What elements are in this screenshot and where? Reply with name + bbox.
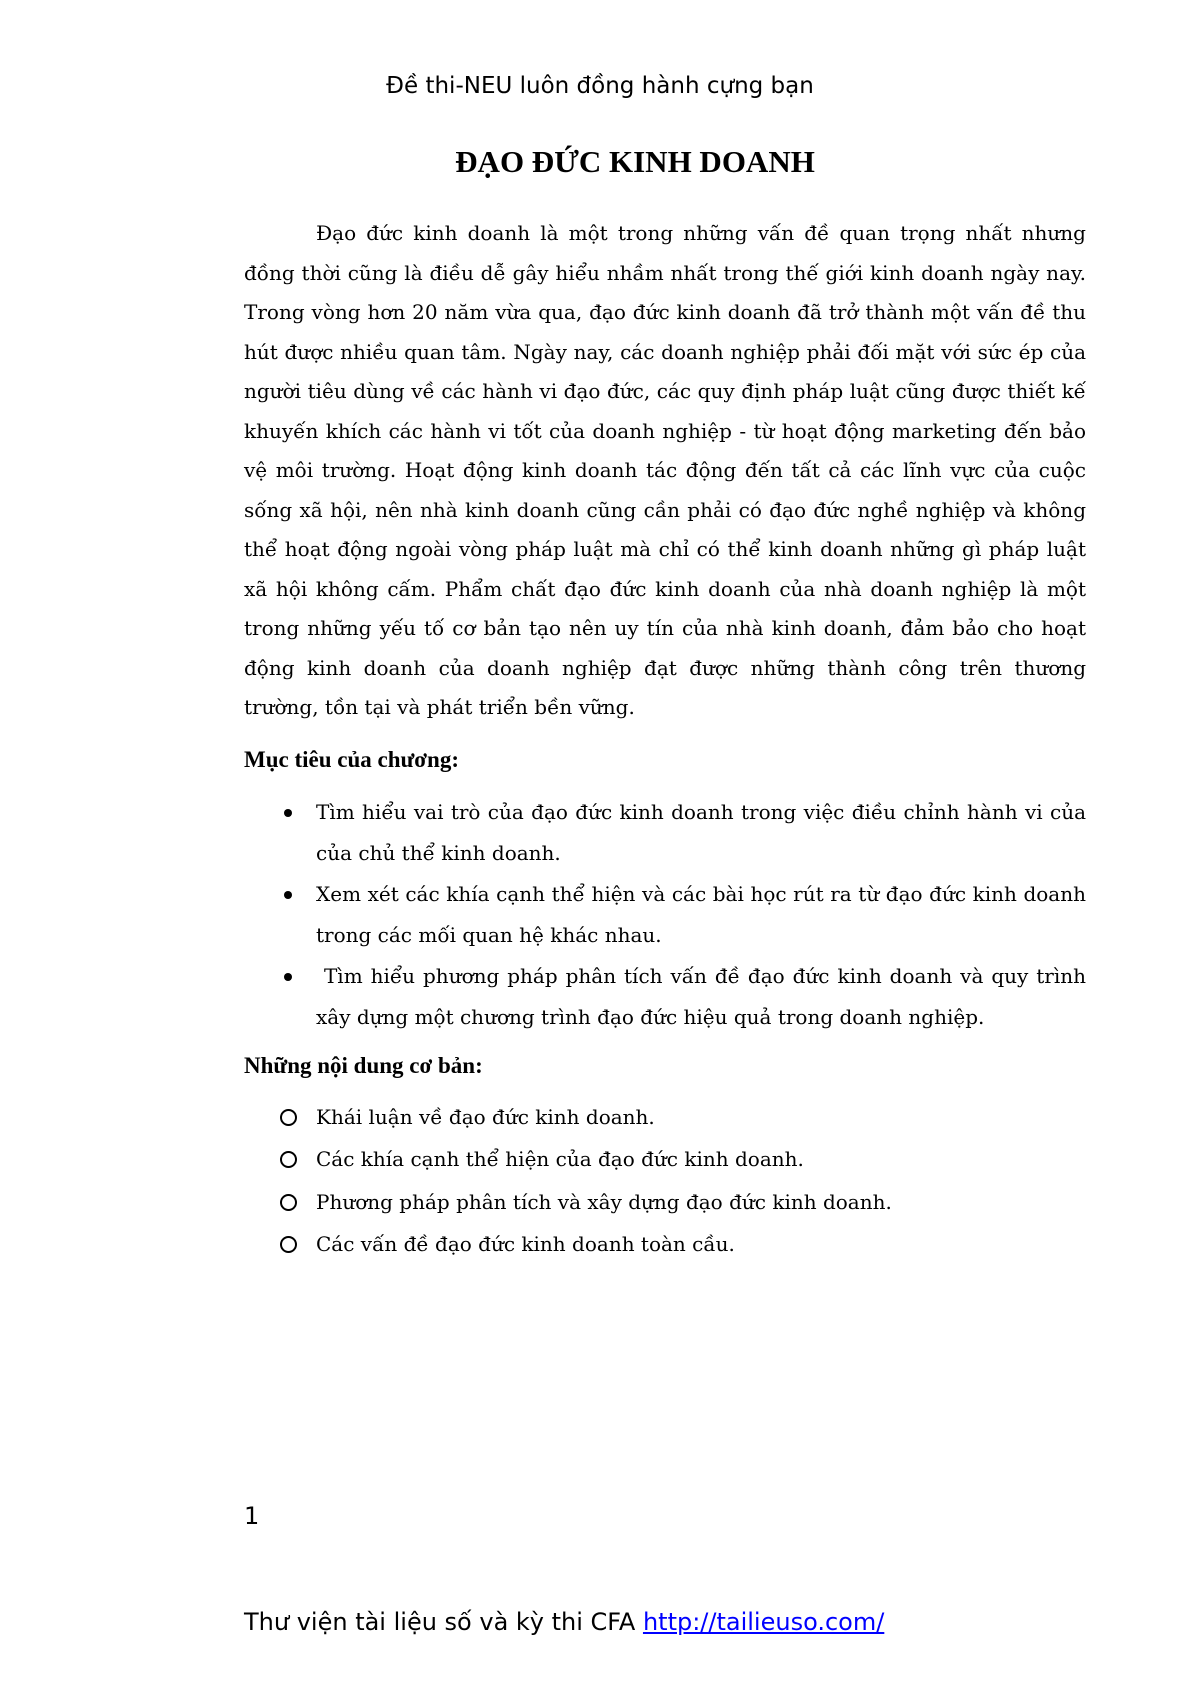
objective-item — [244, 792, 1086, 874]
bullet-icon — [284, 973, 292, 981]
circle-bullet-icon — [280, 1236, 297, 1253]
page-number: 1 — [244, 1502, 260, 1530]
document-title: ĐẠO ĐỨC KINH DOANH — [455, 144, 815, 179]
circle-bullet-icon — [280, 1109, 297, 1126]
objective-text: Tìm hiểu phương pháp phân tích vấn đề đạo đức kinh doanh và quy trình xây dựng một chương trình đạo đức hiệu quả trong doanh nghiệp. — [316, 963, 1093, 1029]
objective-text: Xem xét các khía cạnh thể hiện và các bài học rút ra từ đạo đức kinh doanh trong các mối quan hệ khác nhau. — [316, 881, 1086, 947]
content-text: Phương pháp phân tích và xây dựng đạo đức kinh doanh. — [316, 1189, 892, 1214]
contents-list — [244, 1096, 1086, 1266]
footer-link[interactable]: http://tailieuso.com/ — [642, 1608, 885, 1636]
content-text: Các khía cạnh thể hiện của đạo đức kinh doanh. — [316, 1147, 804, 1171]
page-footer — [244, 1606, 884, 1638]
bullet-icon — [284, 809, 292, 817]
objectives-list — [244, 792, 1093, 1038]
circle-bullet-icon — [280, 1194, 297, 1211]
objective-item — [244, 874, 1086, 956]
content-item — [244, 1138, 1086, 1181]
footer-text: Thư viện tài liệu số và kỳ thi CFA — [244, 1608, 643, 1636]
circle-bullet-icon — [280, 1151, 297, 1168]
objective-item — [244, 956, 1093, 1038]
content-item — [244, 1181, 1086, 1224]
content-text: Các vấn đề đạo đức kinh doanh toàn cầu. — [316, 1232, 735, 1256]
bullet-icon — [284, 891, 292, 899]
content-item — [244, 1096, 1086, 1139]
contents-heading: Những nội dung cơ bản: — [244, 1052, 483, 1078]
document-body — [244, 214, 1093, 1266]
intro-paragraph: Đạo đức kinh doanh là một trong những vấn đề quan trọng nhất nhưng đồng thời cũng là điều dễ gây hiểu nhầm nhất trong thế giới kinh doanh ngày nay. Trong vòng hơn 20 năm vừa qua, đạo đức kinh doanh đã trở thành một vấn đề thu hút được nhiều quan tâm. Ngày nay, các doanh nghiệp phải đối mặt với sức ép của người tiêu dùng về các hành vi đạo đức, các quy định pháp luật cũng được thiết kế khuyến khích các hành vi tốt của doanh nghiệp - từ hoạt động marketing đến bảo vệ môi trường. Hoạt động kinh doanh tác động đến tất cả các lĩnh vực của cuộc sống xã hội, nên nhà kinh doanh cũng cần phải có đạo đức nghề nghiệp và không thể hoạt động ngoài vòng pháp luật mà chỉ có thể kinh doanh những gì pháp luật xã hội không cấm. Phẩm chất đạo đức kinh doanh của nhà doanh nghiệp là một trong những yếu tố cơ bản tạo nên uy tín của nhà kinh doanh, đảm bảo cho hoạt động kinh doanh của doanh nghiệp đạt được những thành công trên thương trường, tồn tại và phát triển bền vững. — [244, 221, 1086, 719]
objectives-heading: Mục tiêu của chương: — [244, 746, 459, 772]
content-text: Khái luận về đạo đức kinh doanh. — [316, 1104, 655, 1129]
content-item — [244, 1223, 1086, 1266]
objective-text: Tìm hiểu vai trò của đạo đức kinh doanh trong việc điều chỉnh hành vi của của chủ thể kinh doanh. — [316, 799, 1086, 865]
page-header: Đề thi-NEU luôn đồng hành cựng bạn — [386, 73, 814, 99]
